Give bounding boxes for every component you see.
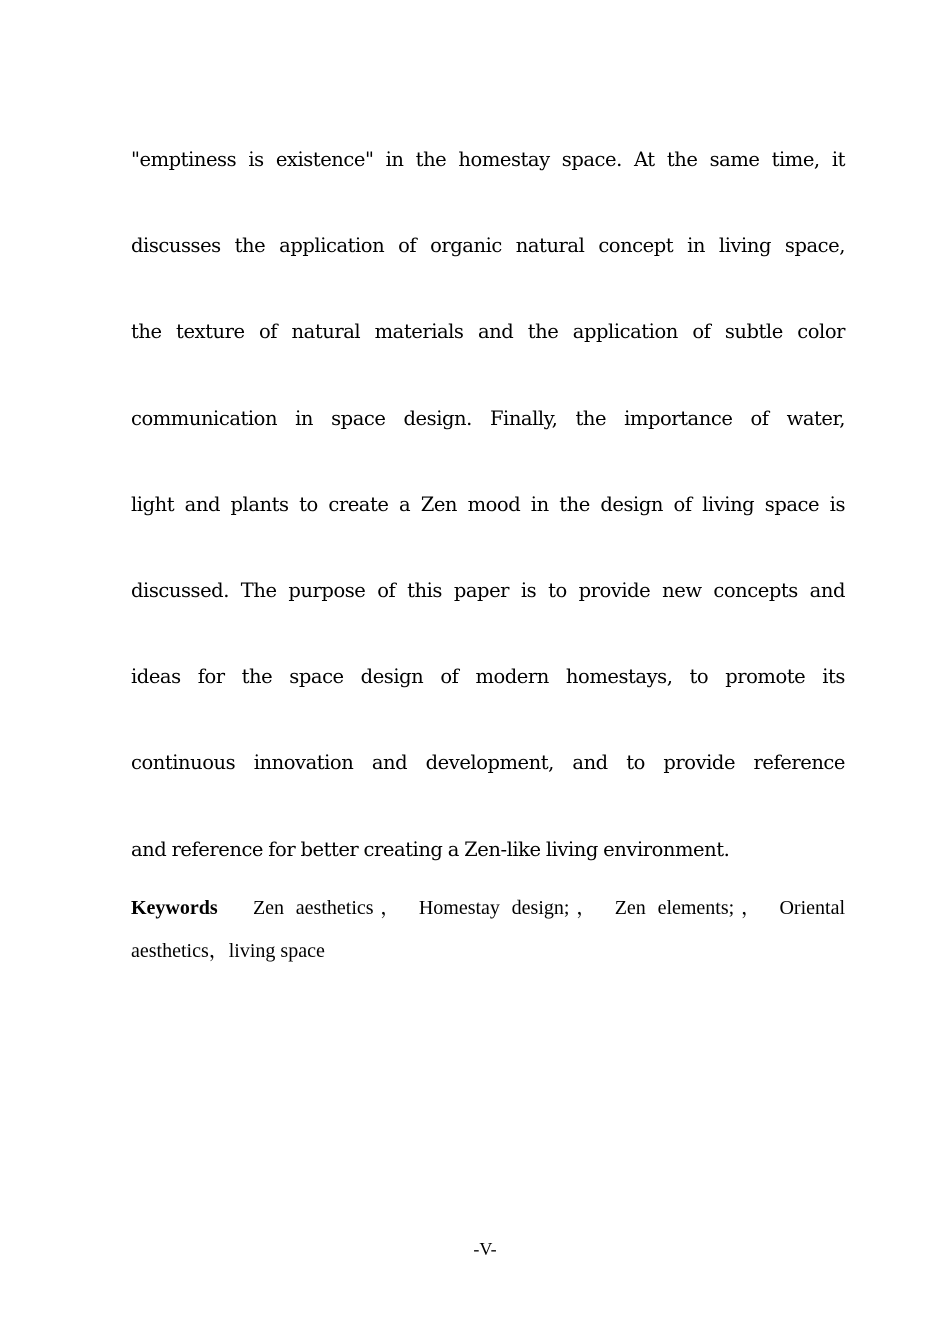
paragraph-line: communication in space design. Finally, the importance of water,	[131, 406, 845, 430]
keywords-list-part-2: aesthetics，living space	[131, 940, 325, 962]
paragraph-line: light and plants to create a Zen mood in the design of living space is	[131, 492, 845, 516]
paragraph-line: continuous innovation and development, and to provide reference	[131, 751, 845, 775]
paragraph-line: discussed. The purpose of this paper is to provide new concepts and	[131, 578, 845, 602]
page-number: -V-	[473, 1239, 497, 1259]
keywords-section	[131, 889, 845, 975]
paragraph-line: ideas for the space design of modern homestays, to promote its	[131, 665, 845, 689]
paragraph-line: "emptiness is existence" in the homestay space. At the same time, it	[131, 148, 845, 171]
keywords-list-part-1: Zen aesthetics， Homestay design;， Zen elements;， Oriental	[252, 897, 846, 919]
keywords-label: Keywords	[131, 897, 218, 919]
paragraph-line: discusses the application of organic natural concept in living space,	[131, 234, 845, 258]
paragraph-line: and reference for better creating a Zen-like living environment.	[131, 837, 730, 861]
paragraph-line: the texture of natural materials and the application of subtle color	[131, 320, 845, 344]
abstract-paragraph	[131, 142, 845, 918]
keywords-line	[131, 889, 845, 932]
